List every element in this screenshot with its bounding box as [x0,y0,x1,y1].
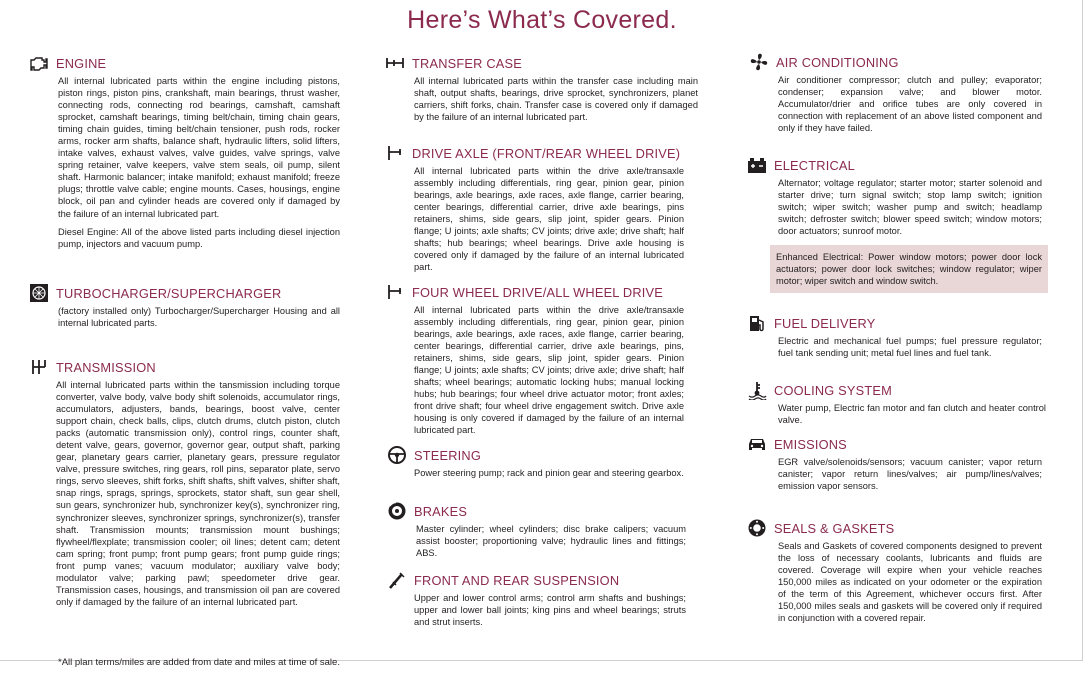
section-engine [28,53,340,250]
section-four-wheel-drive [384,282,684,437]
section-transfer-case [384,53,698,123]
car-icon [746,434,768,454]
emissions-body: EGR valve/solenoids/sensors; vacuum canister; vapor return canister; vapor return lines/valves; air pump/lines/valves; emission vapor sensors. [778,457,1042,492]
section-transmission [28,357,340,608]
turbocharger-icon [28,283,50,303]
section-fuel-delivery [746,313,1042,359]
transfer-case-body: All internal lubricated parts within the transfer case including main shaft, output shafts, bearings, drive sprocket, synchronizers, planet carriers, shift forks, chain. Transfer case is covered only if damaged by the failure of an internal lubricated part. [414,76,698,123]
emissions-heading: EMISSIONS [774,436,847,452]
air-conditioning-body: Air conditioner compressor; clutch and pulley; evaporator; condenser; expansion valve; and blower motor. Accumulator/drier and orifice tubes are only covered in connection with replacement of an above listed component and only if they have failed. [778,75,1042,134]
brakes-heading: BRAKES [414,503,468,519]
section-air-conditioning [748,52,1042,134]
turbocharger-body: (factory installed only) Turbocharger/Supercharger Housing and all internal lubricated parts. [58,306,340,329]
engine-icon [28,53,50,73]
drive-axle-body: All internal lubricated parts within the drive axle/transaxle assembly including differentials, ring gear, pinion gear, pinion bearings, axle bearings, axle races, axle flange, carrier bearing, center bearings, differential carrier, drive axle bearings, pins retainers, shims, side gears, slip joint, spider gears. Pinion flange; U joints; axle shafts; CV joints; drive axle; drive shaft; half shafts; hub bearings; wheel bearings. Drive axle housing is covered only if damaged by the failure of an internal lubricated part. [414,166,684,273]
transmission-heading: TRANSMISSION [56,359,156,375]
enhanced-electrical-box [770,245,1048,293]
battery-icon [746,155,768,175]
section-electrical [746,155,1042,293]
section-cooling-system [746,380,1046,426]
footnote: *All plan terms/miles are added from date and miles at time of sale. [58,657,340,668]
diesel-text: All of the above listed parts including diesel injection pump, injectors and vacuum pump. [58,226,340,249]
four-wheel-drive-body: All internal lubricated parts within the drive axle/transaxle assembly including differentials, ring gear, pinion gear, pinion bearings, axle bearings, axle races, axle flange, carrier bearing, center bearings, differential carrier, drive axle bearings, pins, retainers, shims, side gears, slip joint, spider gears. Pinion flange; U joints; axle shafts; CV joints; drive axle; drive shaft; half shafts; wheel bearings; automatic locking hubs; manual locking hubs; hub bearings; four wheel drive actuator motor; front axles; front drive shaft; four wheel drive engagement switch. Drive axle housing is only covered if damaged by the failure of an internal lubricated part. [414,305,684,436]
cooling-system-body: Water pump, Electric fan motor and fan clutch and heater control valve. [778,403,1046,426]
drive-axle-icon [384,143,406,163]
air-conditioning-heading: AIR CONDITIONING [776,54,899,70]
section-seals-gaskets [746,518,1042,624]
section-emissions [746,434,1042,492]
electrical-heading: ELECTRICAL [774,157,855,173]
seals-gaskets-body: Seals and Gaskets of covered components designed to prevent the loss of necessary coolants, lubricants and fluids are covered. Coverage will expire when your vehicle reaches 150,000 miles as indicated on your odometer or the expiration of the term of this Agreement, whichever occurs first. After 150,000 miles seals and gaskets will be covered only if required in conjunction with a covered repair. [778,541,1042,624]
engine-diesel-note [58,226,340,250]
diesel-label: Diesel Engine: [58,226,119,237]
fan-icon [748,52,770,72]
section-drive-axle [384,143,684,273]
engine-heading: ENGINE [56,55,107,71]
enhanced-electrical-text: Power window motors; power door lock actuators; power door lock switches; window regulator; wiper motor; wiper switch and window switch. [776,252,1042,287]
transfer-case-heading: TRANSFER CASE [412,55,522,71]
transmission-icon [28,357,50,377]
suspension-heading: FRONT AND REAR SUSPENSION [414,572,620,588]
section-brakes [386,501,686,559]
transmission-body: All internal lubricated parts within the tansmission including torque converter, valve body, valve body shift solenoids, accumulator rings, accumulators, adjusters, bands, bearings, boost valve, center support chain, check balls, clips, clutch drums, clutch piston, clutch packs (automatic transmission only), control rings, counter shaft, detent valve, gears, governor, governor gear, output shaft, parking gear, planetary gears carrier, planetary gears, pressure regulator valve, pressure switches, ring gears, roll pins, separator plate, servo rings, servo sleeves, shift forks, shift shafts, shift valves, shifter shaft, snap rings, sprags, springs, sprockets, stator shaft, sun gear shell, sun gears, synchronizer hub, synchronizer key(s), synchronizer ring, synchronizer sleeves, synchronizer springs, synchronizer(s), transfer shaft. Transmission mounts; transmission mount bushings; flywheel/flexplate; transmission cooler; oil lines; detent cam; detent cam spring; front pump; front pump gears; front pump guide rings; front pump vanes; vacuum modulator; auxiliary valve body; modulator valve; parking pawl; speedometer drive gear. Transmission cases, housings, and transmission oil pan are covered only if damaged by the failure of an internal lubricated part. [56,380,340,607]
brakes-body: Master cylinder; wheel cylinders; disc brake calipers; vacuum assist booster; proportioning valve; hydraulic lines and fittings; ABS. [416,524,686,559]
fuel-pump-icon [746,313,768,333]
cooling-system-heading: COOLING SYSTEM [774,382,892,398]
engine-body: All internal lubricated parts within the engine including pistons, piston rings, piston pins, crankshaft, main bearings, thrust washer, connecting rods, connecting rod bearings, camshaft, camshaft sprocket, camshaft bearings, timing belt/chain, timing chain gears, timing chain guides, timing belt/chain tensioner, push rods, rocker arms, rocker arm shafts, balance shaft, hydraulic lifters, solid lifters, intake valves, exhaust valves, valve guides, valve springs, valve spring retainer, valve keepers, valve stem seals, oil pump, silent shaft. Harmonic balancer; intake manifold; exhaust manifold; freeze plugs; throttle valve cable; engine mounts. Cases, housings, engine block, oil pan and cylinder heads are covered only if damaged by the failure of an internal lubricated part. [58,76,340,219]
steering-wheel-icon [386,445,408,465]
suspension-icon [386,570,408,590]
turbocharger-heading: TURBOCHARGER/SUPERCHARGER [56,285,282,301]
coolant-temperature-icon [746,380,768,400]
four-wheel-drive-icon [384,282,406,302]
seals-gaskets-heading: SEALS & GASKETS [774,520,895,536]
fuel-delivery-heading: FUEL DELIVERY [774,315,876,331]
drive-axle-heading: DRIVE AXLE (FRONT/REAR WHEEL DRIVE) [412,145,681,161]
page-title: Here’s What’s Covered. [407,6,677,34]
gasket-icon [746,518,768,538]
transfer-case-icon [384,53,406,73]
steering-heading: STEERING [414,447,482,463]
brake-disc-icon [386,501,408,521]
section-steering [386,445,686,479]
four-wheel-drive-heading: FOUR WHEEL DRIVE/ALL WHEEL DRIVE [412,284,664,300]
section-turbocharger [28,283,340,329]
section-suspension [386,570,686,628]
fuel-delivery-body: Electric and mechanical fuel pumps; fuel pressure regulator; fuel tank sending unit; metal fuel lines and fuel tank. [778,336,1042,359]
suspension-body: Upper and lower control arms; control arm shafts and bushings; upper and lower ball joints; king pins and wheel bearings; struts and strut inserts. [414,593,686,628]
electrical-body: Alternator; voltage regulator; starter motor; starter solenoid and starter drive; turn signal switch; stop lamp switch; ignition switch; wiper switch; washer pump and switch; headlamp switch; defroster switch; blower speed switch; window motors; door actuators; sunroof motor. [778,178,1042,237]
enhanced-electrical-label: Enhanced Electrical: [776,252,864,263]
steering-body: Power steering pump; rack and pinion gear and steering gearbox. [414,468,684,478]
